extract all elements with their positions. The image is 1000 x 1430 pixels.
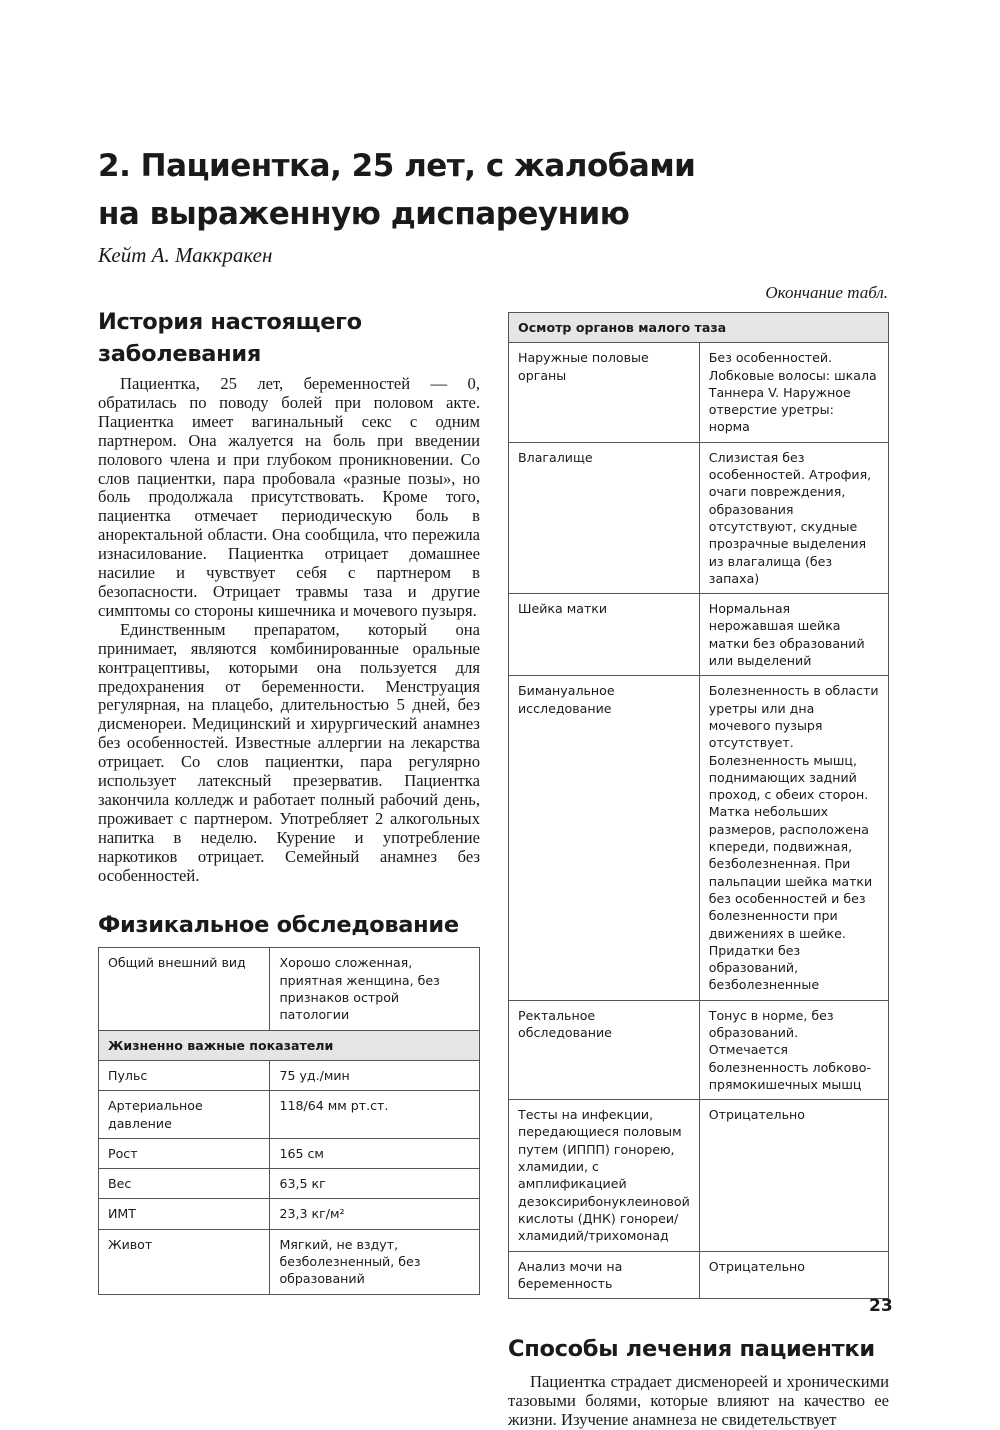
cervix-label: Шейка матки <box>509 594 700 676</box>
blood-pressure-label: Артериальное давление <box>99 1091 270 1139</box>
pelvic-header-row <box>509 313 889 343</box>
table-row <box>509 676 889 1000</box>
table-row <box>509 1000 889 1099</box>
history-heading-line2: заболевания <box>98 341 262 367</box>
pregnancy-test-value: Отрицательно <box>699 1251 888 1299</box>
vitals-header-row <box>99 1030 480 1060</box>
vagina-label: Влагалище <box>509 442 700 593</box>
cervix-value: Нормальная нерожавшая шейка матки без образований или выделений <box>699 594 888 676</box>
sti-tests-value: Отрицательно <box>699 1100 888 1251</box>
external-genitalia-label: Наружные половые органы <box>509 343 700 442</box>
history-paragraph-2: Единственным препаратом, который она принимает, являются комбинированные оральные контрацептивы, которыми она пользуется для предохранения от беременности. Менструация регулярная, на плацебо, длительностью 5 дней, без дисменореи. Медицинский и хирургический анамнез без особенностей. Известные аллергии на лекарства отрицает. Со слов пациентки, пара регулярно использует латексный презерватив. Пациентка закончила колледж и работает полный рабочий день, проживает с партнером. Употребляет 2 алкогольных напитка в неделю. Курение и употребление наркотиков отрицает. Семейный анамнез без особенностей. <box>98 619 480 885</box>
sti-tests-label: Тесты на инфекции, передающиеся половым путем (ИППП) гонорею, хламидии, с амплификацией дезоксирибонуклеиновой кислоты (ДНК) гонореи/хламидий/трихомонад <box>509 1100 700 1251</box>
bmi-value: 23,3 кг/м² <box>270 1199 480 1229</box>
table-row <box>509 594 889 676</box>
chapter-title-line1: 2. Пациентка, 25 лет, с жалобами <box>98 148 696 184</box>
table-row <box>509 1251 889 1299</box>
rectal-exam-label: Ректальное обследование <box>509 1000 700 1099</box>
chapter-title <box>98 142 738 238</box>
table-row <box>509 442 889 593</box>
table-continuation-note: Окончание табл. <box>765 283 888 302</box>
blood-pressure-value: 118/64 мм рт.ст. <box>270 1091 480 1139</box>
table-row <box>99 1060 480 1090</box>
table-row <box>99 1199 480 1229</box>
table-row <box>509 1100 889 1251</box>
rectal-exam-value: Тонус в норме, без образований. Отмечается болезненность лобково-прямокишечных мышц <box>699 1000 888 1099</box>
general-appearance-value: Хорошо сложенная, приятная женщина, без признаков острой патологии <box>270 948 480 1030</box>
table-row <box>99 1138 480 1168</box>
height-label: Рост <box>99 1138 270 1168</box>
bimanual-exam-value: Болезненность в области уретры или дна мочевого пузыря отсутствует. Болезненность мышц, поднимающих задний проход, с обеих сторон. Матка небольших размеров, расположена кпереди, подвижная, безболезненная. При пальпации шейка матки без особенностей и без болезненности при движениях в шейке. Придатки без образований, безболезненные <box>699 676 888 1000</box>
treatment-heading: Способы лечения пациентки <box>508 1336 875 1363</box>
table-row <box>99 1229 480 1294</box>
left-column <box>98 306 480 1295</box>
physical-exam-table <box>98 947 480 1294</box>
abdomen-label: Живот <box>99 1229 270 1294</box>
history-heading-line1: История настоящего <box>98 309 362 335</box>
weight-value: 63,5 кг <box>270 1169 480 1199</box>
table-row <box>99 948 480 1030</box>
author-name: Кейт А. Маккракен <box>98 243 273 267</box>
pregnancy-test-label: Анализ мочи на беременность <box>509 1251 700 1299</box>
bmi-label: ИМТ <box>99 1199 270 1229</box>
bimanual-exam-label: Бимануальное исследование <box>509 676 700 1000</box>
chapter-title-line2: на выраженную диспареунию <box>98 196 630 232</box>
table-row <box>509 343 889 442</box>
general-appearance-label: Общий внешний вид <box>99 948 270 1030</box>
height-value: 165 см <box>270 1138 480 1168</box>
pulse-value: 75 уд./мин <box>270 1060 480 1090</box>
pelvic-header: Осмотр органов малого таза <box>509 313 889 343</box>
external-genitalia-value: Без особенностей. Лобковые волосы: шкала Таннера V. Наружное отверстие уретры: норма <box>699 343 888 442</box>
abdomen-value: Мягкий, не вздут, безболезненный, без образований <box>270 1229 480 1294</box>
pulse-label: Пульс <box>99 1060 270 1090</box>
right-column <box>508 312 889 1430</box>
weight-label: Вес <box>99 1169 270 1199</box>
pelvic-exam-table <box>508 312 889 1299</box>
treatment-paragraph: Пациентка страдает дисменореей и хроническими тазовыми болями, которые влияют на качество ее жизни. Изучение анамнеза не свидетельствует <box>508 1372 889 1429</box>
table-row <box>99 1091 480 1139</box>
table-row <box>99 1169 480 1199</box>
page-number: 23 <box>869 1296 893 1316</box>
physical-heading: Физикальное обследование <box>98 912 459 939</box>
history-heading <box>98 306 480 370</box>
vagina-value: Слизистая без особенностей. Атрофия, очаги повреждения, образования отсутствуют, скудные прозрачные выделения из влагалища (без запаха) <box>699 442 888 593</box>
history-paragraph-1: Пациентка, 25 лет, беременностей — 0, обратилась по поводу болей при половом акте. Пациентка имеет вагинальный секс с одним партнером. Она жалуется на боль при введении полового члена и при глубоком проникновении. Со слов пациентки, пара пробовала «разные позы», но боль продолжала присутствовать. Кроме того, пациентка отмечает периодическую боль в аноректальной области. Она сообщила, что пережила изнасилование. Пациентка отрицает домашнее насилие и чувствует себя с партнером в безопасности. Отрицает травмы таза и другие симптомы со стороны кишечника и мочевого пузыря. <box>98 374 480 620</box>
vitals-header: Жизненно важные показатели <box>99 1030 480 1060</box>
